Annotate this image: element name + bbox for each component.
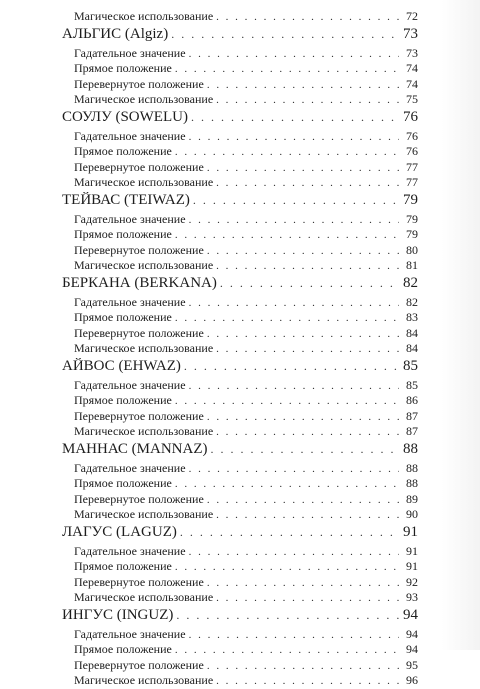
toc-page-number: 86 bbox=[406, 393, 418, 407]
toc-section-entry bbox=[62, 77, 418, 93]
dot-leader bbox=[171, 27, 399, 42]
toc-chapter-entry bbox=[62, 441, 418, 461]
toc-entry-title: Магическое использование bbox=[74, 9, 214, 23]
dot-leader bbox=[175, 229, 399, 241]
dot-leader bbox=[207, 411, 399, 423]
toc-page-number: 79 bbox=[406, 227, 418, 241]
toc-page-number: 90 bbox=[406, 507, 418, 521]
dot-leader bbox=[184, 359, 399, 374]
toc-page-number: 82 bbox=[403, 274, 418, 291]
dot-leader bbox=[216, 94, 399, 106]
toc-entry-title: Гадательное значение bbox=[74, 211, 186, 226]
toc-page-number: 74 bbox=[406, 61, 418, 75]
toc-section-entry bbox=[62, 341, 418, 357]
toc-chapter-entry bbox=[62, 358, 418, 378]
toc-section-entry bbox=[62, 590, 418, 606]
toc-chapter-entry bbox=[62, 109, 418, 129]
dot-leader bbox=[189, 629, 399, 641]
toc-entry-title: Прямое положение bbox=[74, 559, 172, 573]
toc-section-entry bbox=[62, 9, 418, 25]
toc-page-number: 89 bbox=[406, 491, 418, 506]
dot-leader bbox=[220, 276, 399, 291]
toc-section-entry bbox=[62, 144, 418, 160]
dot-leader bbox=[175, 146, 399, 158]
toc-section-entry bbox=[62, 258, 418, 274]
toc-entry-title: Гадательное значение bbox=[74, 45, 186, 60]
toc-entry-title: Перевернутое положение bbox=[74, 657, 204, 672]
dot-leader bbox=[189, 463, 399, 475]
toc-entry-title: Гадательное значение bbox=[74, 377, 186, 392]
toc-entry-title: Перевернутое положение bbox=[74, 408, 204, 423]
dot-leader bbox=[207, 577, 399, 589]
toc-page-number: 87 bbox=[406, 408, 418, 423]
toc-page-number: 93 bbox=[406, 590, 418, 604]
toc-entry-title: Перевернутое положение bbox=[74, 325, 204, 340]
toc-page-number: 91 bbox=[406, 559, 418, 573]
toc-page-number: 94 bbox=[406, 626, 418, 641]
toc-section-entry bbox=[62, 627, 418, 643]
dot-leader bbox=[175, 63, 399, 75]
toc-page-number: 72 bbox=[406, 9, 418, 23]
dot-leader bbox=[193, 193, 399, 208]
toc-section-entry bbox=[62, 507, 418, 523]
toc-entry-title: Магическое использование bbox=[74, 341, 214, 355]
toc-page-number: 94 bbox=[403, 606, 418, 623]
toc-page-number: 81 bbox=[406, 258, 418, 272]
toc-page-number: 80 bbox=[406, 242, 418, 257]
toc-entry-title: Магическое использование bbox=[74, 175, 214, 189]
toc-page-number: 95 bbox=[406, 657, 418, 672]
toc-section-entry bbox=[62, 61, 418, 77]
toc-entry-title: Прямое положение bbox=[74, 476, 172, 490]
toc-section-entry bbox=[62, 492, 418, 508]
toc-section-entry bbox=[62, 476, 418, 492]
dot-leader bbox=[191, 110, 399, 125]
toc-chapter-entry bbox=[62, 275, 418, 295]
toc-page-number: 77 bbox=[406, 159, 418, 174]
toc-entry-title: АЙВОС (EHWAZ) bbox=[62, 357, 181, 374]
toc-page-number: 73 bbox=[406, 45, 418, 60]
toc-section-entry bbox=[62, 658, 418, 674]
toc-page-number: 84 bbox=[406, 325, 418, 340]
toc-entry-title: Магическое использование bbox=[74, 673, 214, 687]
dot-leader bbox=[216, 675, 399, 687]
toc-section-entry bbox=[62, 160, 418, 176]
toc-page-number: 94 bbox=[406, 642, 418, 656]
dot-leader bbox=[216, 592, 399, 604]
dot-leader bbox=[189, 297, 399, 309]
toc-page-number: 73 bbox=[403, 25, 418, 42]
toc-entry-title: Перевернутое положение bbox=[74, 242, 204, 257]
toc-entry-title: Гадательное значение bbox=[74, 543, 186, 558]
toc-entry-title: Магическое использование bbox=[74, 590, 214, 604]
toc-page-number: 85 bbox=[406, 377, 418, 392]
toc-section-entry bbox=[62, 673, 418, 689]
toc-entry-title: Гадательное значение bbox=[74, 294, 186, 309]
toc-chapter-entry bbox=[62, 607, 418, 627]
toc-section-entry bbox=[62, 212, 418, 228]
toc-entry-title: Гадательное значение bbox=[74, 460, 186, 475]
toc-section-entry bbox=[62, 295, 418, 311]
dot-leader bbox=[207, 79, 399, 91]
toc-entry-title: СОУЛУ (SOWELU) bbox=[62, 108, 188, 125]
toc-page-number: 79 bbox=[403, 191, 418, 208]
dot-leader bbox=[207, 162, 399, 174]
dot-leader bbox=[175, 644, 399, 656]
toc-entry-title: Магическое использование bbox=[74, 92, 214, 106]
dot-leader bbox=[216, 11, 399, 23]
toc-entry-title: Гадательное значение bbox=[74, 128, 186, 143]
toc-section-entry bbox=[62, 378, 418, 394]
toc-page-number: 74 bbox=[406, 76, 418, 91]
toc-page-number: 91 bbox=[406, 543, 418, 558]
dot-leader bbox=[189, 214, 399, 226]
toc-entry-title: Прямое положение bbox=[74, 310, 172, 324]
toc-section-entry bbox=[62, 393, 418, 409]
dot-leader bbox=[189, 546, 399, 558]
dot-leader bbox=[211, 442, 400, 457]
toc-entry-title: Магическое использование bbox=[74, 507, 214, 521]
toc-entry-title: Прямое положение bbox=[74, 227, 172, 241]
toc-chapter-entry bbox=[62, 192, 418, 212]
toc-entry-title: ИНГУС (INGUZ) bbox=[62, 606, 174, 623]
toc-page-number: 85 bbox=[403, 357, 418, 374]
toc-entry-title: Прямое положение bbox=[74, 642, 172, 656]
toc-entry-title: Гадательное значение bbox=[74, 626, 186, 641]
toc-section-entry bbox=[62, 227, 418, 243]
toc-entry-title: Перевернутое положение bbox=[74, 574, 204, 589]
toc-page-number: 82 bbox=[406, 294, 418, 309]
toc-page-number: 92 bbox=[406, 574, 418, 589]
toc-section-entry bbox=[62, 310, 418, 326]
dot-leader bbox=[216, 177, 399, 189]
toc-page-number: 75 bbox=[406, 92, 418, 106]
toc-page-number: 76 bbox=[406, 144, 418, 158]
toc-entry-title: МАННАС (MANNAZ) bbox=[62, 440, 208, 457]
toc-chapter-entry bbox=[62, 524, 418, 544]
toc-entry-title: Магическое использование bbox=[74, 258, 214, 272]
dot-leader bbox=[189, 380, 399, 392]
table-of-contents bbox=[62, 9, 418, 689]
toc-entry-title: Прямое положение bbox=[74, 61, 172, 75]
dot-leader bbox=[176, 608, 399, 623]
toc-section-entry bbox=[62, 243, 418, 259]
toc-section-entry bbox=[62, 544, 418, 560]
dot-leader bbox=[189, 48, 399, 60]
toc-section-entry bbox=[62, 461, 418, 477]
toc-section-entry bbox=[62, 409, 418, 425]
toc-entry-title: ТЕЙВАС (TEIWAZ) bbox=[62, 191, 190, 208]
toc-page-number: 76 bbox=[403, 108, 418, 125]
dot-leader bbox=[207, 328, 399, 340]
toc-page-number: 91 bbox=[403, 523, 418, 540]
toc-entry-title: Прямое положение bbox=[74, 144, 172, 158]
toc-page-number: 96 bbox=[406, 673, 418, 687]
toc-section-entry bbox=[62, 92, 418, 108]
dot-leader bbox=[175, 395, 399, 407]
toc-page-number: 79 bbox=[406, 211, 418, 226]
toc-page-number: 77 bbox=[406, 175, 418, 189]
dot-leader bbox=[216, 509, 399, 521]
toc-section-entry bbox=[62, 129, 418, 145]
dot-leader bbox=[216, 343, 399, 355]
dot-leader bbox=[207, 494, 399, 506]
dot-leader bbox=[216, 260, 399, 272]
toc-entry-title: Прямое положение bbox=[74, 393, 172, 407]
toc-entry-title: Перевернутое положение bbox=[74, 76, 204, 91]
toc-page-number: 83 bbox=[406, 310, 418, 324]
dot-leader bbox=[175, 561, 399, 573]
toc-section-entry bbox=[62, 575, 418, 591]
toc-entry-title: ЛАГУС (LAGUZ) bbox=[62, 523, 177, 540]
toc-chapter-entry bbox=[62, 26, 418, 46]
toc-entry-title: Перевернутое положение bbox=[74, 159, 204, 174]
dot-leader bbox=[207, 660, 399, 672]
dot-leader bbox=[175, 478, 399, 490]
toc-entry-title: Магическое использование bbox=[74, 424, 214, 438]
toc-page-number: 88 bbox=[403, 440, 418, 457]
toc-page-number: 88 bbox=[406, 460, 418, 475]
toc-section-entry bbox=[62, 424, 418, 440]
toc-page-number: 87 bbox=[406, 424, 418, 438]
toc-entry-title: БЕРКАНА (BERKANA) bbox=[62, 274, 217, 291]
toc-section-entry bbox=[62, 46, 418, 62]
dot-leader bbox=[216, 426, 399, 438]
dot-leader bbox=[180, 525, 399, 540]
toc-page-number: 76 bbox=[406, 128, 418, 143]
toc-section-entry bbox=[62, 559, 418, 575]
dot-leader bbox=[207, 245, 399, 257]
toc-section-entry bbox=[62, 175, 418, 191]
dot-leader bbox=[175, 312, 399, 324]
toc-entry-title: Перевернутое положение bbox=[74, 491, 204, 506]
toc-entry-title: АЛЬГИС (Algiz) bbox=[62, 25, 169, 42]
toc-page-number: 88 bbox=[406, 476, 418, 490]
toc-section-entry bbox=[62, 326, 418, 342]
dot-leader bbox=[189, 131, 399, 143]
toc-page-number: 84 bbox=[406, 341, 418, 355]
